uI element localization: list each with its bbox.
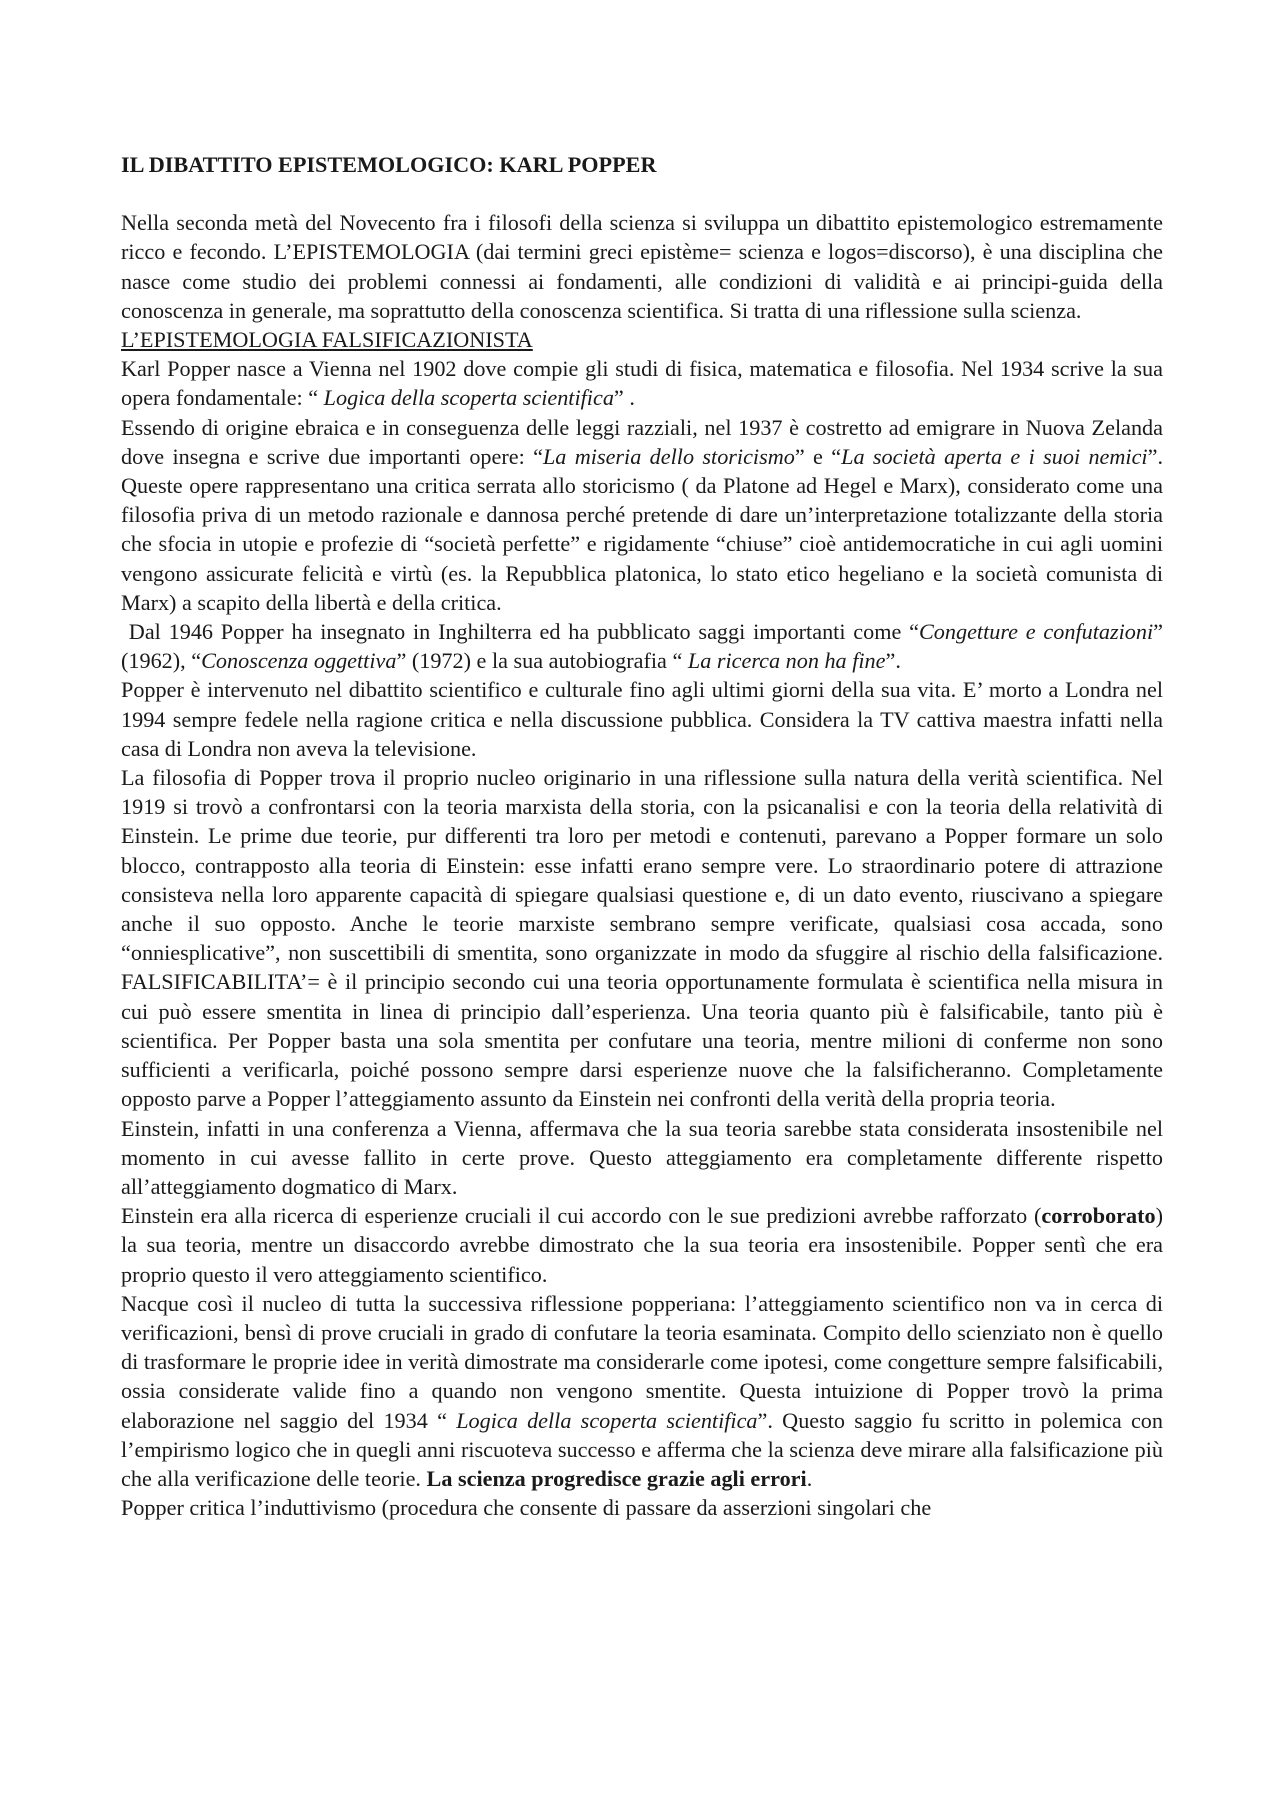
text-run: ”. [885, 648, 901, 674]
paragraph-england [121, 617, 1163, 675]
book-title: Logica della scoperta scientifica [456, 1407, 758, 1433]
text-run: Karl Popper nasce a Vienna nel 1902 dove compie gli studi di fisica, matematica e filosofia. Nel 1934 scrive la sua opera fondamentale: “ [121, 356, 1163, 411]
paragraph-inductivism: Popper critica l’induttivismo (procedura che consente di passare da asserzioni singolari che [121, 1495, 932, 1521]
section-heading: L’EPISTEMOLOGIA FALSIFICAZIONISTA [121, 327, 533, 353]
bold-statement: La scienza progredisce grazie agli errori [426, 1465, 807, 1491]
book-title: La società aperta e i suoi nemici [841, 443, 1148, 469]
paragraph-einstein-vienna: Einstein, infatti in una conferenza a Vienna, affermava che la sua teoria sarebbe stata considerata insostenibile nel momento in cui avesse fallito in certe prove. Questo atteggiamento era completamente differente rispetto all’atteggiamento dogmatico di Marx. [121, 1115, 1163, 1199]
text-run: Dal 1946 Popper ha insegnato in Inghilterra ed ha pubblicato saggi importanti come “ [121, 619, 919, 645]
paragraph-later-life: Popper è intervenuto nel dibattito scientifico e culturale fino agli ultimi giorni della sua vita. E’ morto a Londra nel 1994 sempre fedele nella ragione critica e nella discussione pubblica. Considera la TV cattiva maestra infatti nella casa di Londra non aveva la televisione. [121, 677, 1163, 761]
document-title: IL DIBATTITO EPISTEMOLOGICO: KARL POPPER [121, 152, 657, 177]
paragraph-emigration [121, 413, 1163, 617]
text-run: Nacque così il nucleo di tutta la successiva riflessione popperiana: l’atteggiamento scientifico non va in cerca di verificazioni, bensì di prove cruciali in grado di confutare la teoria esaminata. Compito dello scienziato non è quello di trasformare le proprie idee in verità dimostrate ma considerarle come ipotesi, come congetture sempre falsificabili, ossia considerate valide fino a quando non vengono smentite. Questa intuizione di Popper trovò la prima elaborazione nel saggio del 1934 “ [121, 1290, 1163, 1433]
document-page [121, 150, 1163, 1522]
text-run: ”. Questo saggio fu scritto in polemica con l’empirismo logico che in quegli anni riscuoteva successo e afferma che la scienza deve mirare alla falsificazione più che alla verificazione delle teorie. [121, 1407, 1163, 1491]
text-run: Essendo di origine ebraica e in conseguenza delle leggi razziali, nel 1937 è costretto ad emigrare in Nuova Zelanda dove insegna e scrive due importanti opere: “ [121, 414, 1163, 469]
book-title: Congetture e confutazioni [918, 619, 1154, 645]
text-run: . [806, 1465, 813, 1491]
book-title: La ricerca non ha fine [687, 648, 886, 674]
text-run: ” e “ [794, 443, 842, 469]
paragraph-corroboration [121, 1201, 1163, 1289]
paragraph-scientific-attitude [121, 1289, 1163, 1493]
text-run: ) la sua teoria, mentre un disaccordo avrebbe dimostrato che la sua teoria era insostenibile. Popper sentì che era proprio questo il vero atteggiamento scientifico. [121, 1203, 1163, 1287]
text-run: ” (1962), “ [121, 619, 1163, 674]
text-run: Einstein era alla ricerca di esperienze cruciali il cui accordo con le sue predizioni avrebbe rafforzato ( [121, 1203, 1042, 1229]
book-title: La miseria dello storicismo [542, 443, 795, 469]
text-run: ”. Queste opere rappresentano una critica serrata allo storicismo ( da Platone ad Hegel e Marx), considerato come una filosofia priva di un metodo razionale e dannosa perché pretende di dare un’interpretazione totalizzante della storia che sfocia in utopie e profezie di “società perfette” e rigidamente “chiuse” cioè antidemocratiche in cui agli uomini vengono assicurate felicità e virtù (es. la Repubblica platonica, lo stato etico hegeliano e la società comunista di Marx) a scapito della libertà e della critica. [121, 443, 1164, 615]
paragraph-falsifiability: La filosofia di Popper trova il proprio nucleo originario in una riflessione sulla natura della verità scientifica. Nel 1919 si trovò a confrontarsi con la teoria marxista della storia, con la psicanalisi e con la teoria della relatività di Einstein. Le prime due teorie, pur differenti tra loro per metodi e contenuti, parevano a Popper formare un solo blocco, contrapposto alla teoria di Einstein: esse infatti erano sempre vere. Lo straordinario potere di attrazione consisteva nella loro apparente capacità di spiegare qualsiasi questione e, di un dato evento, riuscivano a spiegare anche il suo opposto. Anche le teorie marxiste sembrano sempre verificate, qualsiasi cosa accada, sono “onniesplicative”, non suscettibili di smentita, sono organizzate in modo da sfuggire al rischio della falsificazione. FALSIFICABILITA’= è il principio secondo cui una teoria opportunamente formulata è scientifica nella misura in cui può essere smentita in linea di principio dall’esperienza. Una teoria quanto più è falsificabile, tanto più è scientifica. Per Popper basta una sola smentita per confutare una teoria, mentre milioni di conferme non sono sufficienti a verificarla, poiché possono sempre darsi esperienze nuove che la falsificheranno. Completamente opposto parve a Popper l’atteggiamento assunto da Einstein nei confronti della verità della propria teoria. [121, 765, 1163, 1112]
book-title: Conoscenza oggettiva [201, 648, 397, 674]
text-run: ” (1972) e la sua autobiografia “ [396, 648, 688, 674]
paragraph-popper-birth [121, 354, 1163, 412]
text-run: ” . [613, 385, 635, 411]
bold-term: corroborato [1041, 1203, 1156, 1229]
book-title: Logica della scoperta scientifica [323, 385, 614, 411]
intro-paragraph: Nella seconda metà del Novecento fra i filosofi della scienza si sviluppa un dibattito epistemologico estremamente ricco e fecondo. L’EPISTEMOLOGIA (dai termini greci epistème= scienza e logos=discorso), è una disciplina che nasce come studio dei problemi connessi ai fondamenti, alle condizioni di validità e ai principi-guida della conoscenza in generale, ma soprattutto della conoscenza scientifica. Si tratta di una riflessione sulla scienza. [121, 210, 1163, 323]
